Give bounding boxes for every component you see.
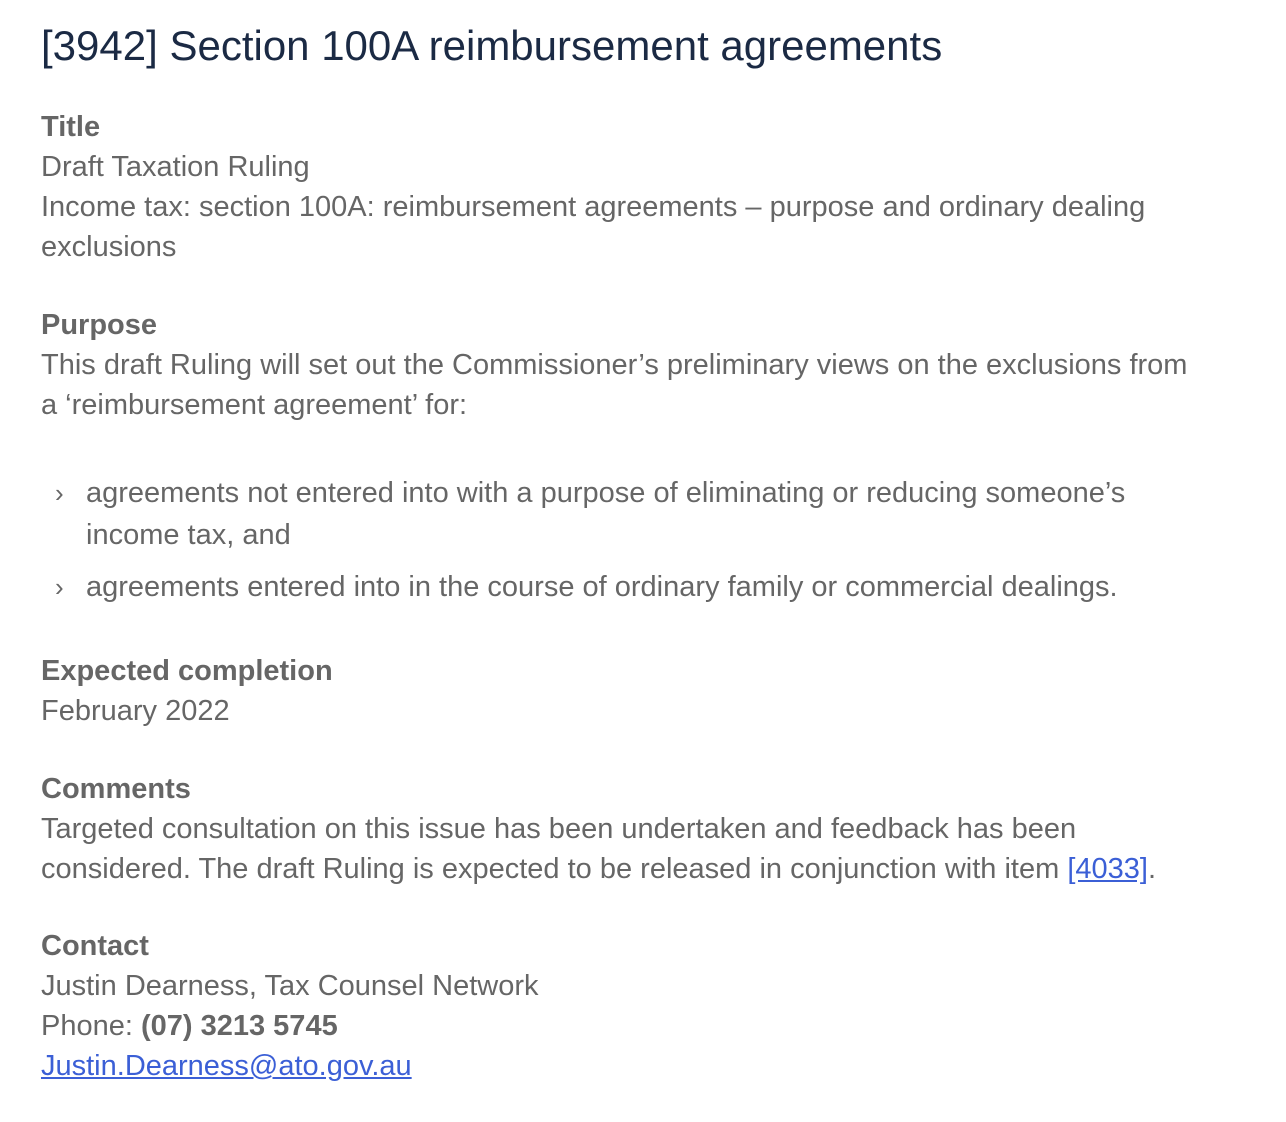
title-section — [41, 107, 1201, 267]
completion-section — [41, 651, 1201, 731]
email-link[interactable]: Justin.Dearness@ato.gov.au — [41, 1050, 412, 1082]
comments-body: Targeted consultation on this issue has been undertaken and feedback has been considered. The draft Ruling is expected to be released in conjunction with item — [41, 813, 1077, 885]
comments-section — [41, 769, 1201, 889]
title-line-1: Draft Taxation Ruling — [41, 151, 310, 183]
list-item — [55, 566, 1175, 608]
contact-name: Justin Dearness, Tax Counsel Network — [41, 970, 539, 1002]
list-item — [55, 472, 1175, 556]
chevron-right-icon: › — [55, 478, 64, 508]
purpose-label: Purpose — [41, 309, 158, 341]
phone-label: Phone: — [41, 1010, 141, 1042]
completion-value: February 2022 — [41, 695, 230, 727]
purpose-text: This draft Ruling will set out the Commissioner’s preliminary views on the exclusions from a ‘reimbursement agreement’ for: — [41, 349, 1188, 421]
purpose-bullet-list — [55, 472, 1175, 608]
phone-number: (07) 3213 5745 — [140, 1010, 338, 1042]
title-label: Title — [41, 111, 101, 143]
bullet-text-1: agreements not entered into with a purpose of eliminating or reducing someone’s income tax, and — [86, 477, 1126, 551]
item-4033-link[interactable]: [4033] — [1067, 853, 1148, 885]
contact-phone-line — [41, 1006, 1201, 1046]
purpose-section — [41, 305, 1201, 425]
contact-section — [41, 926, 1201, 1086]
contact-email-line — [41, 1046, 1201, 1086]
comments-label: Comments — [41, 773, 191, 805]
chevron-right-icon: › — [55, 572, 64, 602]
comments-text — [41, 809, 1201, 889]
completion-label: Expected completion — [41, 655, 333, 687]
contact-label: Contact — [41, 930, 149, 962]
comments-trailing: . — [1147, 853, 1157, 885]
page-title: [3942] Section 100A reimbursement agreements — [41, 22, 943, 69]
bullet-text-2: agreements entered into in the course of ordinary family or commercial dealings. — [86, 571, 1118, 603]
title-line-2: Income tax: section 100A: reimbursement agreements – purpose and ordinary dealing exclusions — [41, 191, 1146, 263]
